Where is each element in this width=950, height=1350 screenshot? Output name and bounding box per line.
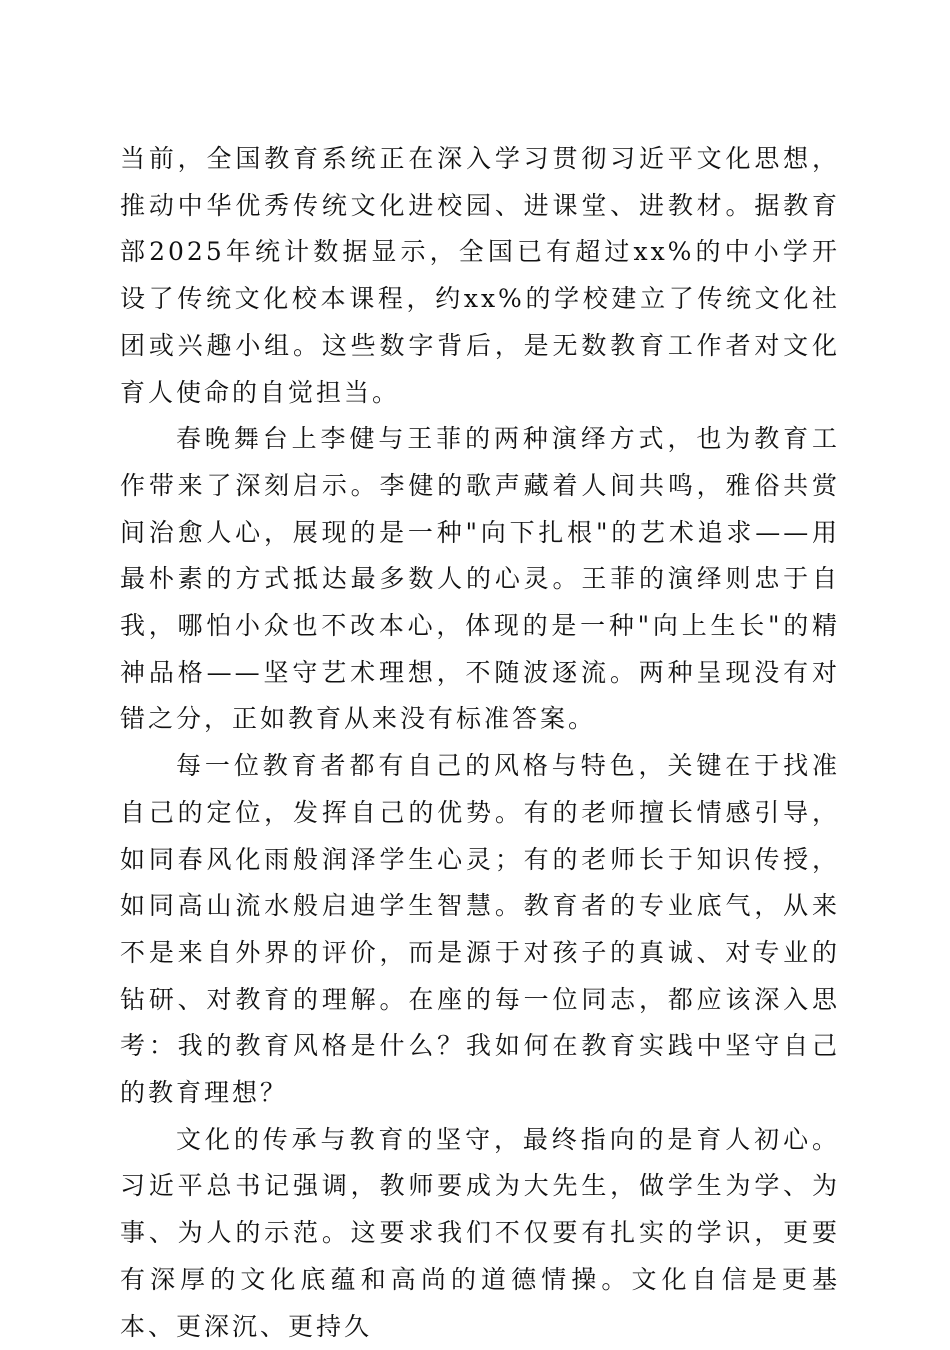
paragraph-2: 春晚舞台上李健与王菲的两种演绎方式，也为教育工作带来了深刻启示。李健的歌声藏着人间共鸣，雅俗共赏间治愈人心，展现的是一种"向下扎根"的艺术追求——用最朴素的方式抵达最多数人的心灵。王菲的演绎则忠于自我，哪怕小众也不改本心，体现的是一种"向上生长"的精神品格——坚守艺术理想，不随波逐流。两种呈现没有对错之分，正如教育从来没有标准答案。 — [120, 424, 840, 734]
paragraph-3: 每一位教育者都有自己的风格与特色，关键在于找准自己的定位，发挥自己的优势。有的老师擅长情感引导，如同春风化雨般润泽学生心灵；有的老师长于知识传授，如同高山流水般启迪学生智慧。教育者的专业底气，从来不是来自外界的评价，而是源于对孩子的真诚、对专业的钻研、对教育的理解。在座的每一位同志，都应该深入思考：我的教育风格是什么？我如何在教育实践中坚守自己的教育理想？ — [120, 751, 840, 1108]
paragraph-1: 当前，全国教育系统正在深入学习贯彻习近平文化思想，推动中华优秀传统文化进校园、进课堂、进教材。据教育部2025年统计数据显示，全国已有超过xx%的中小学开设了传统文化校本课程，约xx%的学校建立了传统文化社团或兴趣小组。这些数字背后，是无数教育工作者对文化育人使命的自觉担当。 — [120, 144, 840, 407]
document-body — [120, 136, 840, 1350]
paragraph-4: 文化的传承与教育的坚守，最终指向的是育人初心。习近平总书记强调，教师要成为大先生，做学生为学、为事、为人的示范。这要求我们不仅要有扎实的学识，更要有深厚的文化底蕴和高尚的道德情操。文化自信是更基本、更深沉、更持久 — [120, 1124, 840, 1341]
